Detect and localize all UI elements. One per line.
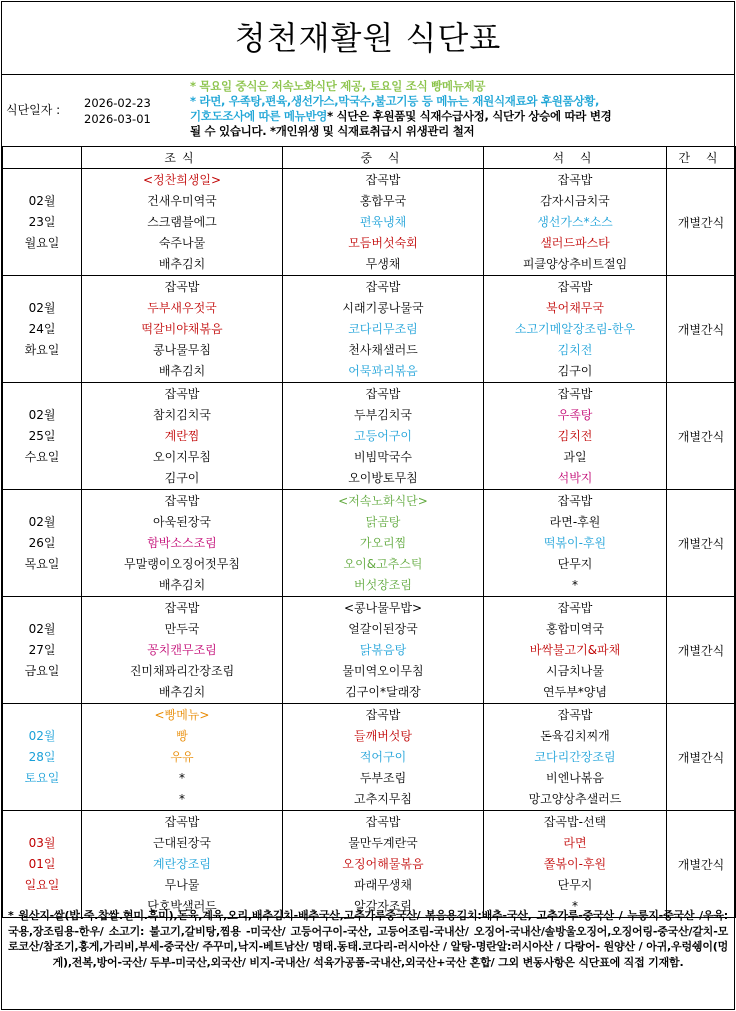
date-start: 2026-02-23 (84, 96, 151, 110)
table-row (3, 490, 736, 597)
breakfast-cell (82, 597, 283, 704)
menu-item: 석박지 (557, 471, 593, 485)
snack-cell: 개별간식 (667, 169, 736, 276)
dinner-cell (484, 597, 667, 704)
notice-line (190, 109, 730, 124)
menu-item: <빵메뉴> (154, 708, 210, 722)
menu-item: 쫄볶이-후원 (543, 857, 607, 871)
table-row (3, 276, 736, 383)
snack-cell: 개별간식 (667, 704, 736, 811)
menu-item: 라면-후원 (549, 515, 601, 529)
menu-item: 단호박샐러드 (147, 899, 217, 913)
menu-item: <정찬희생일> (142, 173, 222, 187)
menu-item: 고등어구이 (354, 429, 412, 443)
menu-item: 계란찜 (164, 429, 200, 443)
menu-item: 시금치나물 (546, 664, 604, 678)
menu-item: 만두국 (164, 622, 200, 636)
menu-item: 알감자조림 (354, 899, 412, 913)
menu-item: 들깨버섯탕 (354, 729, 412, 743)
menu-item: 참치김치국 (153, 408, 211, 422)
origin-footer (2, 900, 734, 1010)
date-label: 식단일자 : (6, 103, 61, 117)
day-label: 28일 (28, 749, 56, 764)
menu-item: 김구이 (164, 471, 200, 485)
menu-item: 계란장조림 (153, 857, 211, 871)
menu-item: 소고기메알장조림-한우 (514, 322, 636, 336)
menu-item: 떡갈비야채볶음 (141, 322, 223, 336)
menu-sheet (1, 1, 735, 1010)
menu-item: 김치전 (557, 343, 593, 357)
menu-item: 콩나물무침 (153, 343, 211, 357)
menu-item: 단무지 (557, 557, 593, 571)
menu-item: 우유 (170, 750, 194, 764)
notice-line: * 라면, 우족탕,편육,생선가스,막국수,불고기등 등 메뉴는 재원식재료와 후원품상황, (190, 94, 600, 108)
menu-item: 망고양상추샐러드 (528, 792, 622, 806)
origin-note: * 원산지-쌀(밥.죽.찹쌀.현미.흑미),돈육,계육,오리,배추김치-배추국산,고추가루중국산/ 볶음용김치:배추-국산, 고추가루-중국산 / 누룽지-중국산 /우육:국용,장조림용-한우/ 소고기: 불고기,갈비탕,찜용 -미국산/ 고등어구이-국산, 고등어조림-국내산/ 오징어-국내산/솔방울오징어,오징어링-중국산/갈치-모로코산/참조기,홍게,가리비,부세-중국산/ 주꾸미,낙지-베트남산/ 명태.동태.코다리-러시아산 / 알탕-명란알:러시아산 / 다랑어- 원양산 / 아귀,우렁쉥이(멍게),전복,방어-국산/ 두부-미국산,외국산/ 비지-국내산/ 석육가공품-국내산,외국산+국산 혼합/ 그외 변동사항은 식단표에 직접 기재함. (8, 909, 728, 969)
dinner-cell (484, 383, 667, 490)
menu-item: 비빔막국수 (354, 450, 412, 464)
table-row (3, 704, 736, 811)
menu-item: 우족탕 (557, 408, 593, 422)
day-label: 02월 (28, 728, 56, 743)
breakfast-cell (82, 276, 283, 383)
menu-item: 북어채무국 (546, 301, 604, 315)
menu-item: 천사채샐러드 (348, 343, 418, 357)
day-label: 27일 (28, 642, 56, 657)
menu-item: 잡곡밥 (164, 494, 200, 508)
menu-item: 무생채 (365, 257, 401, 271)
menu-item: 잡곡밥 (557, 601, 593, 615)
notice-line: 될 수 있습니다. *개인위생 및 식재료취급시 위생관리 철저 (190, 124, 475, 138)
menu-item: 근대된장국 (153, 836, 211, 850)
menu-item: * (572, 899, 578, 913)
menu-item: 피클양상추비트절임 (522, 257, 628, 271)
day-label: 02월 (28, 193, 56, 208)
menu-item: 빵 (176, 729, 188, 743)
dinner-cell (484, 704, 667, 811)
breakfast-cell (82, 490, 283, 597)
menu-item: 배추김치 (158, 364, 206, 378)
menu-item: 잡곡밥 (557, 173, 593, 187)
menu-table (2, 146, 736, 918)
table-row (3, 169, 736, 276)
day-label: 일요일 (24, 877, 60, 892)
day-label: 금요일 (24, 663, 60, 678)
menu-item: 잡곡밥 (365, 173, 401, 187)
dinner-cell (484, 490, 667, 597)
menu-item: 잡곡밥 (365, 280, 401, 294)
lunch-cell (283, 490, 484, 597)
dinner-cell (484, 276, 667, 383)
menu-item: * (572, 578, 578, 592)
date-end: 2026-03-01 (84, 112, 151, 126)
menu-item: 감자시금치국 (540, 194, 610, 208)
menu-item: 잡곡밥 (164, 387, 200, 401)
day-label: 25일 (28, 428, 56, 443)
snack-cell: 개별간식 (667, 490, 736, 597)
menu-item: 바싹불고기&파채 (529, 643, 621, 657)
lunch-cell (283, 276, 484, 383)
menu-item: 연두부*양념 (543, 685, 607, 699)
header-lunch: 중 식 (283, 147, 484, 169)
menu-item: 김구이 (557, 364, 593, 378)
menu-item: 숙주나물 (158, 236, 206, 250)
menu-item: 얼갈이된장국 (348, 622, 418, 636)
menu-item: 떡볶이-후원 (543, 536, 607, 550)
header-breakfast: 조식 (82, 147, 283, 169)
day-cell (3, 597, 82, 704)
menu-item: 잡곡밥 (557, 708, 593, 722)
dinner-cell (484, 169, 667, 276)
notice-line: * 목요일 중식은 저속노화식단 제공, 토요일 조식 빵메뉴제공 (190, 79, 486, 93)
menu-item: 적어구이 (359, 750, 407, 764)
menu-item: 파래무생채 (354, 878, 412, 892)
menu-item: 과일 (563, 450, 587, 464)
day-label: 23일 (28, 214, 56, 229)
menu-item: 홍합무국 (359, 194, 407, 208)
page-title: 청천재활원 식단표 (234, 19, 502, 57)
menu-item: 오이&고추스틱 (343, 557, 423, 571)
menu-item: 닭볶음탕 (359, 643, 407, 657)
day-label: 목요일 (24, 556, 60, 571)
day-label: 24일 (28, 321, 56, 336)
day-cell (3, 490, 82, 597)
lunch-cell (283, 169, 484, 276)
menu-item: 함박소스조림 (147, 536, 217, 550)
day-label: 화요일 (24, 342, 60, 357)
table-header-row (3, 147, 736, 169)
menu-item: 단무지 (557, 878, 593, 892)
menu-body (3, 169, 736, 918)
lunch-cell (283, 704, 484, 811)
breakfast-cell (82, 704, 283, 811)
menu-item: 오이지무침 (153, 450, 211, 464)
day-cell (3, 169, 82, 276)
menu-item: 닭곰탕 (365, 515, 401, 529)
header-date (3, 147, 82, 169)
menu-item: 잡곡밥 (365, 815, 401, 829)
table-row (3, 597, 736, 704)
menu-item: 잡곡밥 (365, 387, 401, 401)
lunch-cell (283, 597, 484, 704)
menu-item: 잡곡밥 (557, 494, 593, 508)
menu-item: 무나물 (164, 878, 200, 892)
menu-item: 오징어해물볶음 (342, 857, 424, 871)
menu-item: <저속노화식단> (338, 494, 428, 508)
day-label: 03월 (28, 835, 56, 850)
menu-item: <콩나물무밥> (343, 601, 423, 615)
menu-item: 가오리찜 (359, 536, 407, 550)
day-label: 26일 (28, 535, 56, 550)
breakfast-cell (82, 383, 283, 490)
day-label: 01일 (28, 856, 56, 871)
menu-item: 스크램블에그 (147, 215, 217, 229)
menu-item: 물만두계란국 (348, 836, 418, 850)
day-cell (3, 276, 82, 383)
notice-line-suffix: * 식단은 후원품및 식재수급사정, 식단가 상승에 따라 변경 (327, 109, 612, 123)
notice-text (190, 79, 730, 139)
menu-item: 고추지무침 (354, 792, 412, 806)
lunch-cell (283, 383, 484, 490)
menu-item: * (179, 771, 185, 785)
table-row (3, 383, 736, 490)
menu-item: 잡곡밥 (164, 280, 200, 294)
menu-item: 버섯장조림 (354, 578, 412, 592)
menu-item: 잡곡밥 (365, 708, 401, 722)
header-snack: 간 식 (667, 147, 736, 169)
menu-item: 배추김치 (158, 685, 206, 699)
menu-item: 코다리무조림 (348, 322, 418, 336)
day-label: 토요일 (24, 770, 60, 785)
menu-item: 홍합미역국 (546, 622, 604, 636)
menu-item: 잡곡밥-선택 (543, 815, 607, 829)
snack-cell: 개별간식 (667, 276, 736, 383)
menu-item: 잡곡밥 (164, 815, 200, 829)
menu-item: 무말랭이오징어젓무침 (124, 557, 240, 571)
menu-item: 샐러드파스타 (540, 236, 610, 250)
menu-item: 오이방토무침 (348, 471, 418, 485)
notice-line-part: 기호도조사에 따른 메뉴반영 (190, 109, 328, 123)
header-dinner: 석 식 (484, 147, 667, 169)
menu-item: 비엔나볶음 (546, 771, 604, 785)
menu-item: 김구이*달래장 (345, 685, 421, 699)
menu-item: 두부새우젓국 (147, 301, 217, 315)
menu-item: 라면 (563, 836, 587, 850)
menu-item: 모듬버섯숙회 (348, 236, 418, 250)
menu-item: * (179, 792, 185, 806)
day-cell (3, 383, 82, 490)
menu-item: 코다리간장조림 (534, 750, 616, 764)
menu-item: 두부김치국 (354, 408, 412, 422)
day-cell (3, 704, 82, 811)
day-label: 02월 (28, 514, 56, 529)
menu-item: 김치전 (557, 429, 593, 443)
menu-item: 생선가스*소스 (537, 215, 613, 229)
snack-cell: 개별간식 (667, 383, 736, 490)
info-panel (2, 74, 734, 147)
menu-item: 배추김치 (158, 578, 206, 592)
menu-item: 아욱된장국 (153, 515, 211, 529)
day-label: 수요일 (24, 449, 60, 464)
menu-item: 잡곡밥 (164, 601, 200, 615)
snack-cell: 개별간식 (667, 811, 736, 918)
menu-item: 돈육김치찌개 (540, 729, 610, 743)
menu-item: 물미역오이무침 (342, 664, 424, 678)
menu-item: 잡곡밥 (557, 280, 593, 294)
menu-item: 건새우미역국 (147, 194, 217, 208)
day-label: 02월 (28, 300, 56, 315)
day-label: 월요일 (24, 235, 60, 250)
menu-item: 시래기콩나물국 (342, 301, 424, 315)
menu-item: 진미채꽈리간장조림 (129, 664, 235, 678)
menu-item: 잡곡밥 (557, 387, 593, 401)
menu-item: 꽁치캔무조림 (147, 643, 217, 657)
menu-item: 편육냉채 (359, 215, 407, 229)
day-label: 02월 (28, 621, 56, 636)
menu-item: 두부조림 (359, 771, 407, 785)
snack-cell: 개별간식 (667, 597, 736, 704)
menu-item: 어묵꽈리볶음 (348, 364, 418, 378)
breakfast-cell (82, 169, 283, 276)
day-label: 02월 (28, 407, 56, 422)
menu-item: 배추김치 (158, 257, 206, 271)
